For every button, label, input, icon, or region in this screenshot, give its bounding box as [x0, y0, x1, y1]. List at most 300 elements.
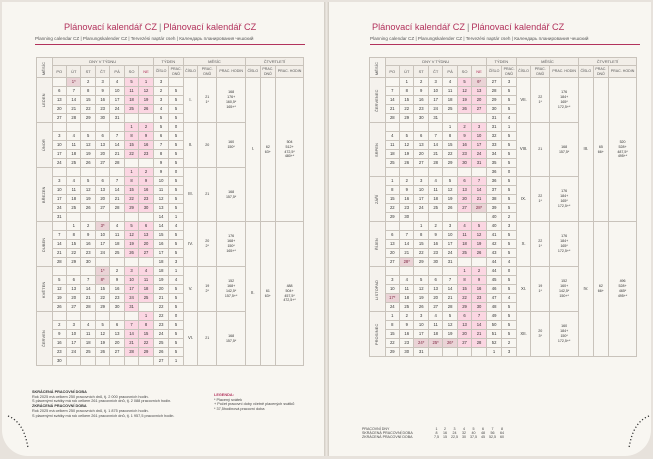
day-cell: 25 — [385, 159, 399, 168]
day-cell: 20 — [472, 96, 487, 105]
week-workdays: 5 — [169, 96, 183, 105]
day-cell: 20 — [95, 150, 109, 159]
day-cell: 2 — [472, 267, 487, 276]
day-cell: 27 — [457, 339, 471, 348]
day-cell: 29 — [414, 258, 428, 267]
empty-day-cell — [110, 213, 124, 222]
day-cell: 22 — [81, 105, 95, 114]
day-cell: 16 — [81, 240, 95, 249]
week-number: 33 — [486, 141, 502, 150]
day-cell: 12 — [414, 285, 428, 294]
day-cell: 19 — [457, 96, 471, 105]
month-label: ŘÍJEN — [370, 222, 386, 267]
week-workdays: 0 — [169, 168, 183, 177]
month-number: IV. — [183, 222, 197, 267]
empty-day-cell — [139, 357, 154, 366]
day-cell: 6 — [457, 177, 471, 186]
day-cell: 9 — [95, 87, 109, 96]
empty-day-cell — [385, 267, 399, 276]
left-title: Plánovací kalendář CZ | Plánovací kalendář CZ — [64, 22, 257, 32]
day-cell: 31 — [428, 114, 442, 123]
week-number: 15 — [153, 231, 169, 240]
day-cell: 15 — [139, 330, 154, 339]
day-cell: 8* — [95, 276, 109, 285]
day-cell: 2 — [400, 177, 414, 186]
empty-day-cell — [385, 123, 399, 132]
week-workdays: 5 — [502, 285, 516, 294]
day-cell: 3 — [52, 132, 66, 141]
day-cell: 15 — [414, 240, 428, 249]
empty-day-cell — [52, 267, 66, 276]
day-cell: 21 — [52, 249, 66, 258]
day-cell: 24 — [67, 348, 81, 357]
day-cell: 6* — [472, 78, 487, 87]
empty-day-cell — [443, 168, 457, 177]
day-cell: 19 — [81, 195, 95, 204]
day-cell: 26 — [414, 303, 428, 312]
day-cell: 23 — [400, 204, 414, 213]
week-number: 36 — [486, 177, 502, 186]
day-cell: 4 — [428, 312, 442, 321]
day-cell: 1 — [400, 78, 414, 87]
day-cell: 20 — [385, 249, 399, 258]
day-cell: 4 — [443, 78, 457, 87]
day-cell: 11 — [67, 186, 81, 195]
day-cell: 18 — [124, 96, 138, 105]
month-workdays: 21 — [198, 312, 217, 366]
calendar-header-row — [37, 58, 304, 66]
month-workdays: 21 — [198, 168, 217, 222]
header-day: NE — [139, 66, 154, 78]
month-label: ČERVENEC — [370, 78, 386, 123]
day-cell: 27 — [457, 204, 471, 213]
empty-day-cell — [428, 168, 442, 177]
day-cell: 15 — [95, 285, 109, 294]
corner-dots-decoration — [611, 412, 651, 452]
week-number: 20 — [153, 285, 169, 294]
empty-day-cell — [124, 114, 138, 123]
header-day: SO — [457, 66, 471, 78]
day-cell: 17 — [95, 240, 109, 249]
empty-day-cell — [95, 258, 109, 267]
week-number: 39 — [486, 204, 502, 213]
week-workdays: 5 — [502, 177, 516, 186]
day-cell: 6 — [457, 312, 471, 321]
day-cell: 12 — [124, 231, 138, 240]
day-cell: 16 — [95, 96, 109, 105]
day-cell: 7 — [52, 231, 66, 240]
calendar-header-row — [370, 58, 637, 66]
empty-day-cell — [110, 123, 124, 132]
header-day: ÚT — [67, 66, 81, 78]
month-hours: 176 184+ 165* 172,5+* — [550, 222, 579, 267]
day-cell: 8 — [443, 132, 457, 141]
empty-day-cell — [400, 222, 414, 231]
day-cell: 13 — [67, 285, 81, 294]
week-row — [370, 78, 637, 87]
header-day: PÁ — [443, 66, 457, 78]
right-calendar-table — [369, 57, 637, 357]
empty-day-cell — [443, 213, 457, 222]
day-cell: 18 — [443, 96, 457, 105]
day-cell: 13 — [52, 96, 66, 105]
day-cell: 19 — [81, 150, 95, 159]
day-cell: 10 — [95, 231, 109, 240]
week-workdays: 5 — [169, 141, 183, 150]
day-cell: 29 — [81, 114, 95, 123]
day-cell: 24 — [414, 204, 428, 213]
week-number: 43 — [486, 249, 502, 258]
day-cell: 20 — [428, 294, 442, 303]
quarter-hours: 488 504+ 457,5* 472,5+* — [276, 222, 304, 366]
day-cell: 30 — [400, 348, 414, 357]
day-cell: 1 — [385, 177, 399, 186]
day-cell: 5 — [400, 132, 414, 141]
day-cell: 12 — [52, 285, 66, 294]
day-cell: 31 — [124, 303, 138, 312]
day-cell: 30 — [95, 114, 109, 123]
day-cell: 11 — [400, 285, 414, 294]
empty-day-cell — [67, 168, 81, 177]
week-number: 16 — [153, 240, 169, 249]
day-cell: 4 — [110, 78, 124, 87]
day-cell: 21 — [472, 330, 487, 339]
day-cell: 9 — [428, 231, 442, 240]
day-cell: 30 — [400, 213, 414, 222]
day-cell: 5 — [81, 132, 95, 141]
month-number: II. — [183, 123, 197, 168]
day-cell: 29 — [443, 159, 457, 168]
day-cell: 14 — [400, 240, 414, 249]
day-cell: 12 — [400, 141, 414, 150]
day-cell: 15 — [81, 96, 95, 105]
month-hours: 168 157,5* — [217, 168, 246, 222]
week-number: 19 — [153, 276, 169, 285]
day-cell: 25 — [457, 249, 471, 258]
day-cell: 12 — [443, 321, 457, 330]
month-label: LISTOPAD — [370, 267, 386, 312]
week-workdays: 5 — [502, 240, 516, 249]
empty-day-cell — [95, 213, 109, 222]
day-cell: 7 — [385, 87, 399, 96]
day-cell: 22 — [139, 339, 154, 348]
header-prac-dni-m: PRAC. DNŮ — [531, 66, 550, 78]
header-prac-dni: PRAC. DNŮ — [170, 66, 182, 76]
week-number: 17 — [153, 249, 169, 258]
week-number: 50 — [486, 321, 502, 330]
week-workdays: 4 — [169, 222, 183, 231]
empty-day-cell — [81, 267, 95, 276]
day-cell: 11 — [67, 141, 81, 150]
week-workdays: 5 — [169, 321, 183, 330]
day-cell: 2 — [400, 312, 414, 321]
empty-day-cell — [385, 78, 399, 87]
day-cell: 26 — [124, 249, 138, 258]
day-cell: 10 — [385, 285, 399, 294]
month-number: VIII. — [516, 123, 530, 177]
month-number: VI. — [183, 312, 197, 366]
day-cell: 28 — [124, 348, 138, 357]
month-hours: 176 184+ 165* 172,5+* — [550, 177, 579, 222]
week-number: 49 — [486, 312, 502, 321]
empty-day-cell — [52, 123, 66, 132]
empty-day-cell — [139, 303, 154, 312]
day-cell: 26 — [81, 204, 95, 213]
day-cell: 25 — [67, 159, 81, 168]
day-cell: 25 — [139, 294, 154, 303]
month-workdays: 21 — [531, 123, 550, 177]
week-number: 38 — [486, 195, 502, 204]
empty-day-cell — [428, 267, 442, 276]
week-workdays: 5 — [502, 231, 516, 240]
day-cell: 25 — [110, 249, 124, 258]
quarter-workdays: 65 66+ — [593, 78, 609, 222]
day-cell: 14 — [428, 141, 442, 150]
day-cell: 3* — [95, 222, 109, 231]
day-cell: 17 — [414, 195, 428, 204]
day-cell: 7 — [110, 132, 124, 141]
day-cell: 24 — [52, 204, 66, 213]
day-cell: 30 — [472, 303, 487, 312]
empty-day-cell — [124, 312, 138, 321]
day-cell: 5 — [124, 222, 138, 231]
day-cell: 25 — [81, 348, 95, 357]
day-cell: 8 — [124, 132, 138, 141]
month-label: LEDEN — [37, 78, 53, 123]
day-cell: 15 — [385, 330, 399, 339]
day-cell: 11 — [139, 276, 154, 285]
day-cell: 19 — [95, 339, 109, 348]
week-number: 10 — [153, 177, 169, 186]
day-cell: 29 — [95, 303, 109, 312]
empty-day-cell — [110, 258, 124, 267]
day-cell: 1 — [385, 312, 399, 321]
empty-day-cell — [52, 168, 66, 177]
empty-day-cell — [457, 258, 471, 267]
empty-day-cell — [110, 357, 124, 366]
header-month-group: MĚSÍC — [516, 58, 578, 66]
week-number: 13 — [153, 204, 169, 213]
month-workdays: 19 2* — [198, 267, 217, 312]
header-week: TÝDEN — [153, 58, 183, 66]
month-number: X. — [516, 222, 530, 267]
day-cell: 1 — [457, 267, 471, 276]
day-cell: 23 — [52, 348, 66, 357]
day-cell: 25* — [428, 339, 442, 348]
day-cell: 13 — [414, 141, 428, 150]
day-cell: 20 — [139, 240, 154, 249]
day-cell: 16 — [457, 141, 471, 150]
month-hours: 160 150* — [217, 123, 246, 168]
empty-day-cell — [472, 114, 487, 123]
day-cell: 8 — [385, 186, 399, 195]
day-cell: 12 — [457, 87, 471, 96]
quarter-number: II. — [246, 222, 260, 366]
month-label: ÚNOR — [37, 123, 53, 168]
day-cell: 26 — [457, 105, 471, 114]
day-cell: 25 — [428, 204, 442, 213]
day-cell: 21 — [81, 294, 95, 303]
header-quarter: ČTVRTLETÍ — [579, 58, 637, 66]
header-prac-hodin-q: PRAC. HODIN — [276, 66, 304, 78]
empty-day-cell — [81, 312, 95, 321]
empty-day-cell — [139, 213, 154, 222]
month-number: XI. — [516, 267, 530, 312]
day-cell: 6 — [67, 276, 81, 285]
day-cell: 5 — [95, 321, 109, 330]
week-workdays: 0 — [169, 123, 183, 132]
day-cell: 1 — [139, 312, 154, 321]
day-cell: 19 — [414, 294, 428, 303]
empty-day-cell — [67, 312, 81, 321]
week-workdays: 5 — [169, 330, 183, 339]
day-cell: 16 — [139, 186, 154, 195]
footer-row-reduced: ZKRÁCENÁ PRACOVNÍ DOBA 7,5 15 22,5 30 37,5 45 52,5 60 — [362, 435, 504, 439]
empty-day-cell — [472, 213, 487, 222]
left-calendar-table — [36, 57, 304, 366]
empty-day-cell — [110, 168, 124, 177]
header-prac-hodin-q: PRAC. HODIN — [609, 66, 637, 78]
day-cell: 17 — [67, 339, 81, 348]
month-workdays: 22 1* — [531, 222, 550, 267]
day-cell: 3 — [385, 276, 399, 285]
day-cell: 1 — [124, 168, 138, 177]
week-number: 4 — [153, 105, 169, 114]
empty-day-cell — [52, 222, 66, 231]
empty-day-cell — [81, 123, 95, 132]
day-cell: 18 — [67, 150, 81, 159]
empty-day-cell — [52, 312, 66, 321]
week-workdays: 5 — [169, 348, 183, 357]
day-cell: 10 — [443, 231, 457, 240]
day-cell: 17 — [52, 150, 66, 159]
week-number: 18 — [153, 267, 169, 276]
week-number: 52 — [486, 339, 502, 348]
day-cell: 23 — [472, 294, 487, 303]
day-cell: 22 — [443, 150, 457, 159]
day-cell: 11 — [385, 141, 399, 150]
week-workdays: 2 — [502, 339, 516, 348]
day-cell: 2 — [414, 78, 428, 87]
day-cell: 31 — [443, 258, 457, 267]
week-workdays: 5 — [502, 312, 516, 321]
day-cell: 27 — [95, 204, 109, 213]
empty-day-cell — [414, 123, 428, 132]
week-workdays: 5 — [169, 195, 183, 204]
week-workdays: 5 — [169, 303, 183, 312]
week-row — [370, 222, 637, 231]
empty-day-cell — [67, 357, 81, 366]
day-cell: 27 — [95, 159, 109, 168]
header-days-of-week: DNY V TÝDNU — [52, 58, 153, 66]
empty-day-cell — [443, 348, 457, 357]
month-workdays: 22 1* — [531, 78, 550, 123]
day-cell: 8 — [385, 321, 399, 330]
quarter-workdays: 62 63+ — [260, 78, 276, 222]
empty-day-cell — [139, 159, 154, 168]
week-number: 45 — [486, 276, 502, 285]
day-cell: 11 — [443, 87, 457, 96]
week-number: 21 — [153, 294, 169, 303]
day-cell: 7 — [81, 276, 95, 285]
week-number: 31 — [486, 114, 502, 123]
day-cell: 6 — [385, 231, 399, 240]
week-number: 40 — [486, 213, 502, 222]
day-cell: 26 — [81, 159, 95, 168]
week-workdays: 2 — [502, 213, 516, 222]
day-cell: 13 — [428, 285, 442, 294]
day-cell: 8 — [457, 276, 471, 285]
day-cell: 13 — [110, 330, 124, 339]
day-cell: 29 — [67, 258, 81, 267]
day-cell: 26 — [443, 204, 457, 213]
day-cell: 26 — [95, 348, 109, 357]
week-workdays: 5 — [502, 321, 516, 330]
day-cell: 4 — [139, 267, 154, 276]
empty-day-cell — [472, 348, 487, 357]
week-number: 24 — [153, 330, 169, 339]
day-cell: 17 — [414, 330, 428, 339]
day-cell: 14 — [472, 186, 487, 195]
empty-day-cell — [81, 213, 95, 222]
week-number: 5 — [153, 114, 169, 123]
day-cell: 29 — [400, 114, 414, 123]
week-workdays: 5 — [169, 150, 183, 159]
month-label: DUBEN — [37, 222, 53, 267]
week-number: 29 — [486, 96, 502, 105]
quarter-hours: 504 512+ 472,5* 480+* — [276, 78, 304, 222]
day-cell: 2 — [81, 78, 95, 87]
quarter-hours: 496 528+ 465* 495+* — [609, 222, 637, 357]
day-cell: 19 — [124, 240, 138, 249]
quarter-number: I. — [246, 78, 260, 222]
day-cell: 30 — [110, 303, 124, 312]
week-workdays: 3 — [502, 348, 516, 357]
day-cell: 12 — [472, 231, 487, 240]
month-number: VII. — [516, 78, 530, 123]
day-cell: 16 — [428, 240, 442, 249]
month-workdays: 20 2* — [198, 222, 217, 267]
quarter-workdays: 61 63+ — [260, 222, 276, 366]
header-cislo-q: ČÍSLO — [246, 66, 260, 78]
month-number: I. — [183, 78, 197, 123]
empty-day-cell — [400, 123, 414, 132]
week-number: 5 — [153, 123, 169, 132]
day-cell: 4 — [457, 222, 471, 231]
day-cell: 27 — [428, 303, 442, 312]
day-cell: 25 — [443, 105, 457, 114]
day-cell: 8 — [400, 87, 414, 96]
month-label: SRPEN — [370, 123, 386, 177]
week-number: 30 — [486, 105, 502, 114]
day-cell: 16 — [472, 285, 487, 294]
day-cell: 29 — [385, 348, 399, 357]
week-workdays: 5 — [169, 177, 183, 186]
day-cell: 22 — [95, 294, 109, 303]
day-cell: 26* — [443, 339, 457, 348]
day-cell: 10 — [414, 321, 428, 330]
day-cell: 16 — [139, 141, 154, 150]
week-workdays: 1 — [169, 357, 183, 366]
day-cell: 6 — [110, 321, 124, 330]
left-subtitle: Planning calendar CZ | Planungskalender CZ | Tervezési naptár cseh | Календарь планирования чешский — [35, 36, 254, 41]
week-workdays: 5 — [502, 96, 516, 105]
day-cell: 22 — [124, 195, 138, 204]
day-cell: 13 — [457, 186, 471, 195]
day-cell: 7 — [472, 312, 487, 321]
empty-day-cell — [472, 168, 487, 177]
day-cell: 13 — [457, 321, 471, 330]
